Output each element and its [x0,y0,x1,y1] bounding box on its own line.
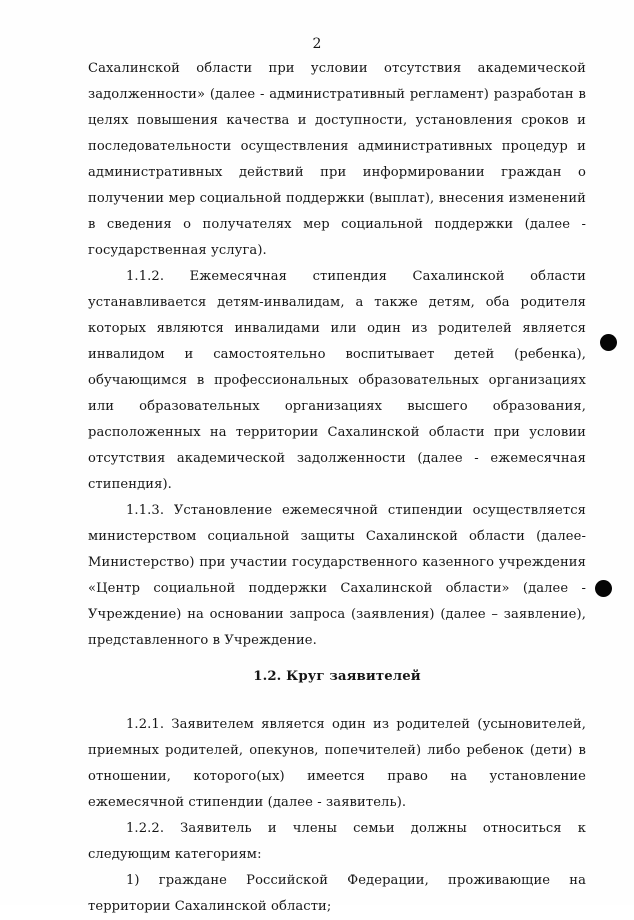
document-body [88,56,586,920]
paragraph-continuation: Сахалинской области при условии отсутствия академической задолженности» (далее - административный регламент) разработан в целях повышения качества и доступности, установления сроков и последовательности осуществления административных процедур и административных действий при информировании граждан о получении мер социальной поддержки (выплат), внесения изменений в сведения о получателях мер социальной поддержки (далее - государственная услуга). [88,61,586,258]
section-heading: 1.2. Круг заявителей [253,669,421,684]
paragraph-1-2-2: 1.2.2. Заявитель и члены семьи должны относиться к следующим категориям: [88,821,586,862]
paragraph-1-1-3: 1.1.3. Установление ежемесячной стипендии осуществляется министерством социальной защиты Сахалинской области (далее- Министерство) при участии государственного казенного учреждения «Центр социальной поддержки Сахалинской области» (далее - Учреждение) на основании запроса (заявления) (далее – заявление), представленного в Учреждение. [88,503,586,648]
list-item-1: 1) граждане Российской Федерации, проживающие на территории Сахалинской области; [88,873,586,914]
page-number: 2 [312,36,322,52]
punch-hole-mark [595,580,612,597]
punch-hole-mark [600,334,617,351]
paragraph-1-2-1: 1.2.1. Заявителем является один из родителей (усыновителей, приемных родителей, опекунов, попечителей) либо ребенок (дети) в отношении, которого(ых) имеется право на установление ежемесячной стипендии (далее - заявитель). [88,717,586,810]
paragraph-1-1-2: 1.1.2. Ежемесячная стипендия Сахалинской области устанавливается детям-инвалидам, а также детям, оба родителя которых являются инвалидами или один из родителей является инвалидом и самостоятельно воспитывает детей (ребенка), обучающимся в профессиональных образовательных организациях или образовательных организациях высшего образования, расположенных на территории Сахалинской области при условии отсутствия академической задолженности (далее - ежемесячная стипендия). [88,269,586,492]
